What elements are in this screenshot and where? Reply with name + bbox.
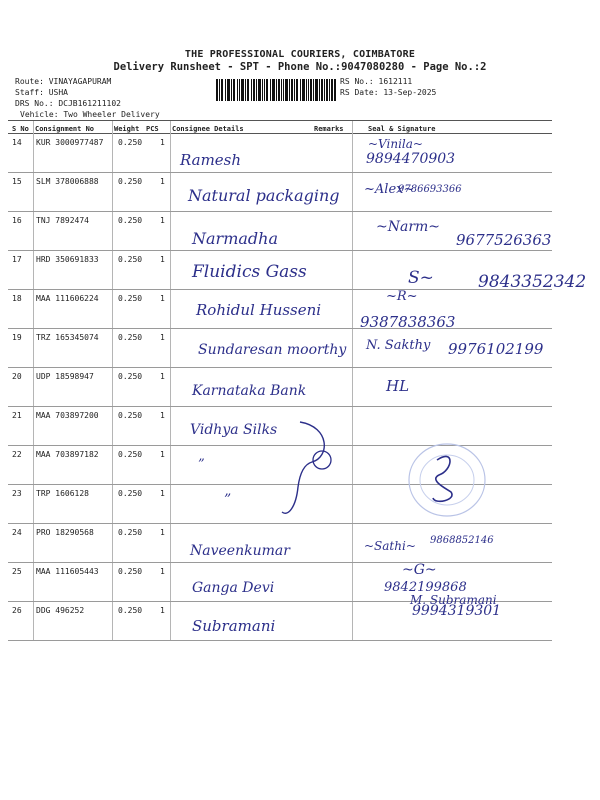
- row-consignment-no: MAA 703897200: [36, 411, 99, 420]
- row-weight: 0.250: [118, 567, 143, 576]
- row-serial: 15: [12, 177, 22, 186]
- row-phone: 9868852146: [430, 535, 494, 546]
- row-pcs: 1: [160, 138, 165, 147]
- row-signature: ~Sathi~: [364, 539, 416, 553]
- row-serial: 14: [12, 138, 22, 147]
- col-header-seal: Seal & Signature: [368, 125, 436, 133]
- row-consignee: Karnataka Bank: [192, 383, 307, 399]
- row-consignment-no: DDG 496252: [36, 606, 85, 615]
- row-consignment-no: SLM 378006888: [36, 177, 99, 186]
- row-divider: [8, 367, 552, 368]
- row-serial: 18: [12, 294, 22, 303]
- row-serial: 17: [12, 255, 22, 264]
- col-header-consignment: Consignment No: [35, 125, 95, 133]
- row-divider: [8, 172, 552, 173]
- row-consignment-no: MAA 703897182: [36, 450, 99, 459]
- row-pcs: 1: [160, 294, 165, 303]
- row-phone: 9976102199: [448, 340, 544, 358]
- row-divider: [8, 250, 552, 251]
- row-signature: ~Narm~: [376, 219, 441, 235]
- row-consignee: Natural packaging: [188, 186, 340, 205]
- stamp-signature: [435, 450, 436, 451]
- company-title: THE PROFESSIONAL COURIERS, COIMBATORE: [184, 49, 416, 60]
- row-weight: 0.250: [118, 177, 143, 186]
- row-signature: N. Sakthy: [366, 338, 431, 353]
- row-pcs: 1: [160, 489, 165, 498]
- route-label: Route: VINAYAGAPURAM: [15, 77, 112, 86]
- row-consignee: Naveenkumar: [190, 543, 290, 559]
- row-consignment-no: PRO 18290568: [36, 528, 94, 537]
- row-divider: [8, 328, 552, 329]
- rs-date: RS Date: 13-Sep-2025: [340, 88, 437, 97]
- row-phone: 9994319301: [412, 603, 502, 619]
- vehicle-label: Vehicle: Two Wheeler Delivery: [20, 110, 160, 119]
- row-consignee: Rohidul Husseni: [196, 301, 322, 319]
- row-weight: 0.250: [118, 333, 143, 342]
- row-phone: 9843352342: [478, 272, 587, 292]
- row-serial: 16: [12, 216, 22, 225]
- table-header-rule: [8, 133, 552, 134]
- runsheet-subtitle: Delivery Runsheet - SPT - Phone No.:9047080280 - Page No.:2: [113, 61, 487, 73]
- row-weight: 0.250: [118, 606, 143, 615]
- row-pcs: 1: [160, 567, 165, 576]
- row-consignment-no: KUR 3000977487: [36, 138, 104, 147]
- row-signature: ~G~: [402, 562, 437, 578]
- col-header-consignee: Consignee Details: [172, 125, 244, 133]
- seal-stamp: [405, 440, 490, 520]
- row-consignment-no: TNJ 7892474: [36, 216, 89, 225]
- rs-number: RS No.: 1612111: [340, 77, 413, 86]
- row-divider: [8, 406, 552, 407]
- bracket-scribble: [260, 412, 350, 522]
- row-divider: [8, 211, 552, 212]
- row-serial: 22: [12, 450, 22, 459]
- row-signature: HL: [386, 377, 410, 395]
- row-divider: [8, 289, 552, 290]
- row-pcs: 1: [160, 372, 165, 381]
- col-header-sno: S No: [12, 125, 29, 133]
- row-signature: M. Subramani: [410, 593, 497, 607]
- drs-number: DRS No.: DCJB161211102: [15, 99, 121, 108]
- row-consignment-no: HRD 350691833: [36, 255, 99, 264]
- row-weight: 0.250: [118, 450, 143, 459]
- row-pcs: 1: [160, 411, 165, 420]
- col-divider: [170, 121, 171, 641]
- row-weight: 0.250: [118, 294, 143, 303]
- row-divider: [8, 523, 552, 524]
- row-divider: [8, 562, 552, 563]
- row-consignment-no: TRP 1606128: [36, 489, 89, 498]
- row-serial: 20: [12, 372, 22, 381]
- row-pcs: 1: [160, 450, 165, 459]
- row-pcs: 1: [160, 255, 165, 264]
- row-serial: 26: [12, 606, 22, 615]
- row-weight: 0.250: [118, 528, 143, 537]
- row-consignment-no: MAA 111606224: [36, 294, 99, 303]
- row-consignee: Fluidics Gass: [192, 262, 307, 282]
- row-signature: S~: [408, 268, 434, 288]
- row-serial: 24: [12, 528, 22, 537]
- col-header-pcs: PCS: [146, 125, 159, 133]
- row-serial: 21: [12, 411, 22, 420]
- row-weight: 0.250: [118, 255, 143, 264]
- row-phone: 9786693366: [398, 184, 462, 195]
- row-weight: 0.250: [118, 216, 143, 225]
- row-consignment-no: TRZ 165345074: [36, 333, 99, 342]
- col-divider: [112, 121, 113, 641]
- table-top-rule: [8, 120, 552, 121]
- row-consignee: ”: [198, 457, 205, 472]
- row-signature: ~Vinila~: [368, 137, 423, 151]
- row-signature: ~R~: [386, 289, 418, 304]
- row-consignee: Sundaresan moorthy: [198, 342, 347, 358]
- row-pcs: 1: [160, 606, 165, 615]
- row-divider: [8, 640, 552, 641]
- row-consignee: Narmadha: [192, 229, 278, 248]
- row-pcs: 1: [160, 216, 165, 225]
- row-pcs: 1: [160, 528, 165, 537]
- barcode: [216, 79, 336, 101]
- col-header-weight: Weight: [114, 125, 140, 133]
- row-serial: 23: [12, 489, 22, 498]
- row-pcs: 1: [160, 177, 165, 186]
- row-consignee: Ramesh: [180, 151, 242, 169]
- row-consignment-no: UDP 18598947: [36, 372, 94, 381]
- row-weight: 0.250: [118, 411, 143, 420]
- row-serial: 19: [12, 333, 22, 342]
- col-divider: [33, 121, 34, 641]
- row-serial: 25: [12, 567, 22, 576]
- col-divider: [352, 121, 353, 641]
- row-consignee: Ganga Devi: [192, 580, 275, 596]
- row-consignee: Vidhya Silks: [190, 422, 278, 438]
- staff-label: Staff: USHA: [15, 88, 68, 97]
- row-weight: 0.250: [118, 372, 143, 381]
- row-weight: 0.250: [118, 138, 143, 147]
- row-phone: 9894470903: [366, 151, 456, 167]
- row-phone: 9677526363: [456, 231, 552, 249]
- row-consignee: ”: [224, 492, 232, 508]
- row-consignee: Subramani: [192, 617, 276, 635]
- row-pcs: 1: [160, 333, 165, 342]
- row-phone: 9842199868: [384, 580, 467, 595]
- row-phone: 9387838363: [360, 313, 456, 331]
- row-weight: 0.250: [118, 489, 143, 498]
- col-header-remarks: Remarks: [314, 125, 344, 133]
- row-consignment-no: MAA 111605443: [36, 567, 99, 576]
- row-signature: ~Alex~: [364, 182, 415, 197]
